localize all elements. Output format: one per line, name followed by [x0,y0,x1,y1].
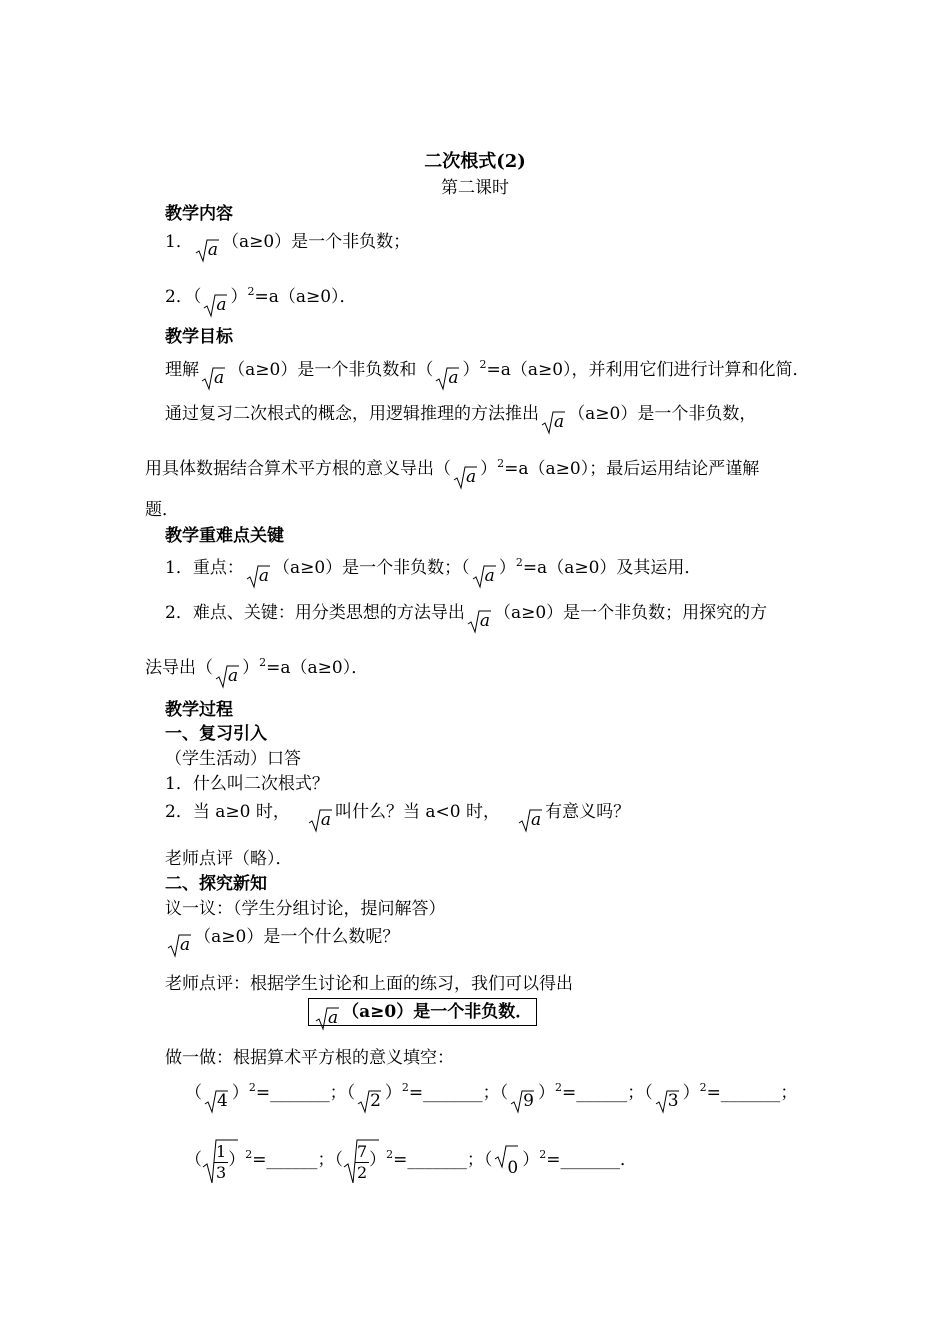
sqrt-0: 0 [494,1143,520,1169]
sqrt-9: 9 [510,1088,536,1114]
sqrt-a: a [201,365,226,391]
keypoints-line-2: 2．难点、关键：用分类思想的方法导出 a （a≥0）是一个非负数；用探究的方 [165,601,767,634]
discussion-prompt: 议一议：（学生分组讨论，提问解答） [165,899,446,919]
goals-line-2: 通过复习二次根式的概念，用逻辑推理的方法推出 a （a≥0）是一个非负数， [165,402,756,435]
heading-explore: 二、探究新知 [165,874,267,894]
student-activity: （学生活动）口答 [165,749,301,769]
heading-review: 一、复习引入 [165,724,267,744]
sqrt-a: a [315,1005,340,1031]
exercise-row-1: （ 4 ）$^2$=_______；（ 2 ）$^2$=_______；（ 9 ）$^2$=______；（ 3 ）$^2$=_______； [185,1076,797,1114]
goals-line-4: 题． [145,500,179,520]
exercise-prompt: 做一做：根据算术平方根的意义填空： [165,1048,454,1068]
heading-goals: 教学目标 [165,327,233,347]
document-title: 二次根式(2) [424,151,526,172]
conclusion-box: a （a≥0）是一个非负数． [308,998,537,1026]
sqrt-a: a [541,409,566,435]
goals-line-3: 用具体数据结合算术平方根的意义导出（ a ）$^2$=a（a≥0）；最后运用结论严谨解 [145,452,759,490]
sqrt-a: a [472,563,497,589]
sqrt-fraction-7-2: $\frac{7}{2}$ [343,1137,369,1185]
goals-line-1: 理解 a （a≥0）是一个非负数和（ a ）$^2$=a（a≥0），并利用它们进行计算和化简． [165,353,810,391]
teacher-comment-1: 老师点评（略）． [165,849,293,869]
sqrt-2: 2 [357,1088,383,1114]
sqrt-a: a [467,608,492,634]
sqrt-4: 4 [204,1088,230,1114]
sqrt-fraction-1-3: $\frac{1}{3}$ [202,1137,228,1185]
discussion-question: a （a≥0）是一个什么数呢？ [165,925,399,958]
keypoints-line-1: 1．重点： a （a≥0）是一个非负数；（ a ）$^2$=a（a≥0）及其运用． [165,551,701,589]
exercise-row-2: （ $\frac{1}{3}$ ）$^2$=______；（ $\frac{7}{2}$ ）$^2$=_______；（ 0 ）$^2$=_______． [185,1130,637,1185]
question-2: 2．当 a≥0 时， a 叫什么？当 a<0 时， a 有意义吗？ [165,800,630,833]
keypoints-line-3: 法导出（ a ）$^2$=a（a≥0）． [145,651,368,689]
sqrt-a: a [203,292,228,318]
content-line-1: 1． a （a≥0）是一个非负数； [165,230,410,263]
teacher-comment-2: 老师点评：根据学生讨论和上面的练习，我们可以得出 [165,974,573,994]
heading-keypoints: 教学重难点关键 [165,526,284,546]
sqrt-a: a [167,932,192,958]
sqrt-3: 3 [655,1088,681,1114]
sqrt-a: a [195,237,220,263]
content-line-2: 2．（ a ）$^2$=a（a≥0）． [165,280,357,318]
document-subtitle: 第二课时 [441,178,509,198]
sqrt-a: a [453,464,478,490]
question-1: 1．什么叫二次根式？ [165,774,329,794]
sqrt-a: a [435,365,460,391]
heading-process: 教学过程 [165,700,233,720]
sqrt-a: a [518,807,543,833]
sqrt-a: a [215,663,240,689]
heading-content: 教学内容 [165,204,233,224]
sqrt-a: a [246,563,271,589]
sqrt-a: a [308,807,333,833]
